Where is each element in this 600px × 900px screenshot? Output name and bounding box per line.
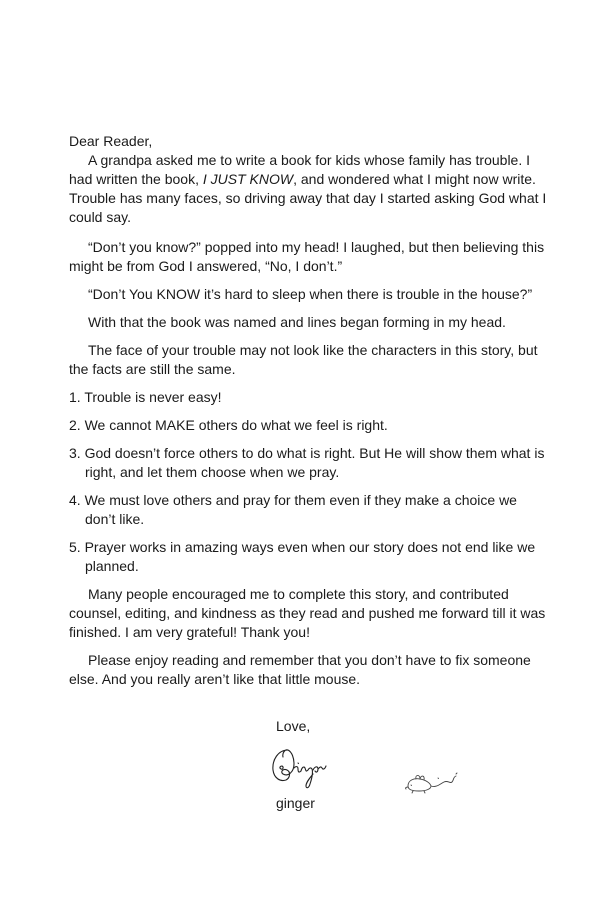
list-item-5: 5. Prayer works in amazing ways even when our story does not end like we planned. bbox=[69, 539, 536, 574]
paragraph-2: “Don’t you know?” popped into my head! I laughed, but then believing this might be from God I answered, “No, I don’t.” bbox=[69, 239, 545, 274]
list-item-4: 4. We must love others and pray for them even if they make a choice we don’t like. bbox=[69, 492, 517, 527]
mouse-drawing bbox=[404, 770, 464, 796]
list-item-3: 3. God doesn’t force others to do what is right. But He will show them what is right, and let them choose when we pray. bbox=[69, 445, 545, 480]
handwritten-signature bbox=[268, 744, 338, 792]
paragraph-3: “Don’t You KNOW it’s hard to sleep when there is trouble in the house?” bbox=[88, 286, 533, 302]
list-item-2: 2. We cannot MAKE others do what we feel is right. bbox=[69, 417, 388, 433]
book-title: I JUST KNOW bbox=[202, 171, 294, 187]
paragraph-4: With that the book was named and lines began forming in my head. bbox=[88, 314, 506, 330]
paragraph-5: The face of your trouble may not look like the characters in this story, but the facts are still the same. bbox=[69, 342, 538, 377]
paragraph-1-end: , and wondered what I might now write. Trouble has many faces, so driving away that day I started asking God what I could say. bbox=[69, 171, 547, 225]
paragraph-7: Please enjoy reading and remember that you don’t have to fix someone else. And you really aren’t like that little mouse. bbox=[69, 652, 531, 687]
paragraph-1-start: A grandpa asked me to write a book for kids whose family has trouble. I had written the book, bbox=[69, 152, 531, 187]
list-item-1: 1. Trouble is never easy! bbox=[69, 389, 222, 405]
signer-name: ginger bbox=[276, 795, 315, 811]
letter-body bbox=[69, 132, 549, 698]
greeting: Dear Reader, bbox=[69, 133, 153, 149]
paragraph-6: Many people encouraged me to complete this story, and contributed counsel, editing, and kindness as they read and pushed me forward till it was finished. I am very grateful! Thank you! bbox=[69, 586, 546, 640]
closing: Love, bbox=[276, 718, 311, 734]
paragraph-1 bbox=[69, 151, 549, 227]
